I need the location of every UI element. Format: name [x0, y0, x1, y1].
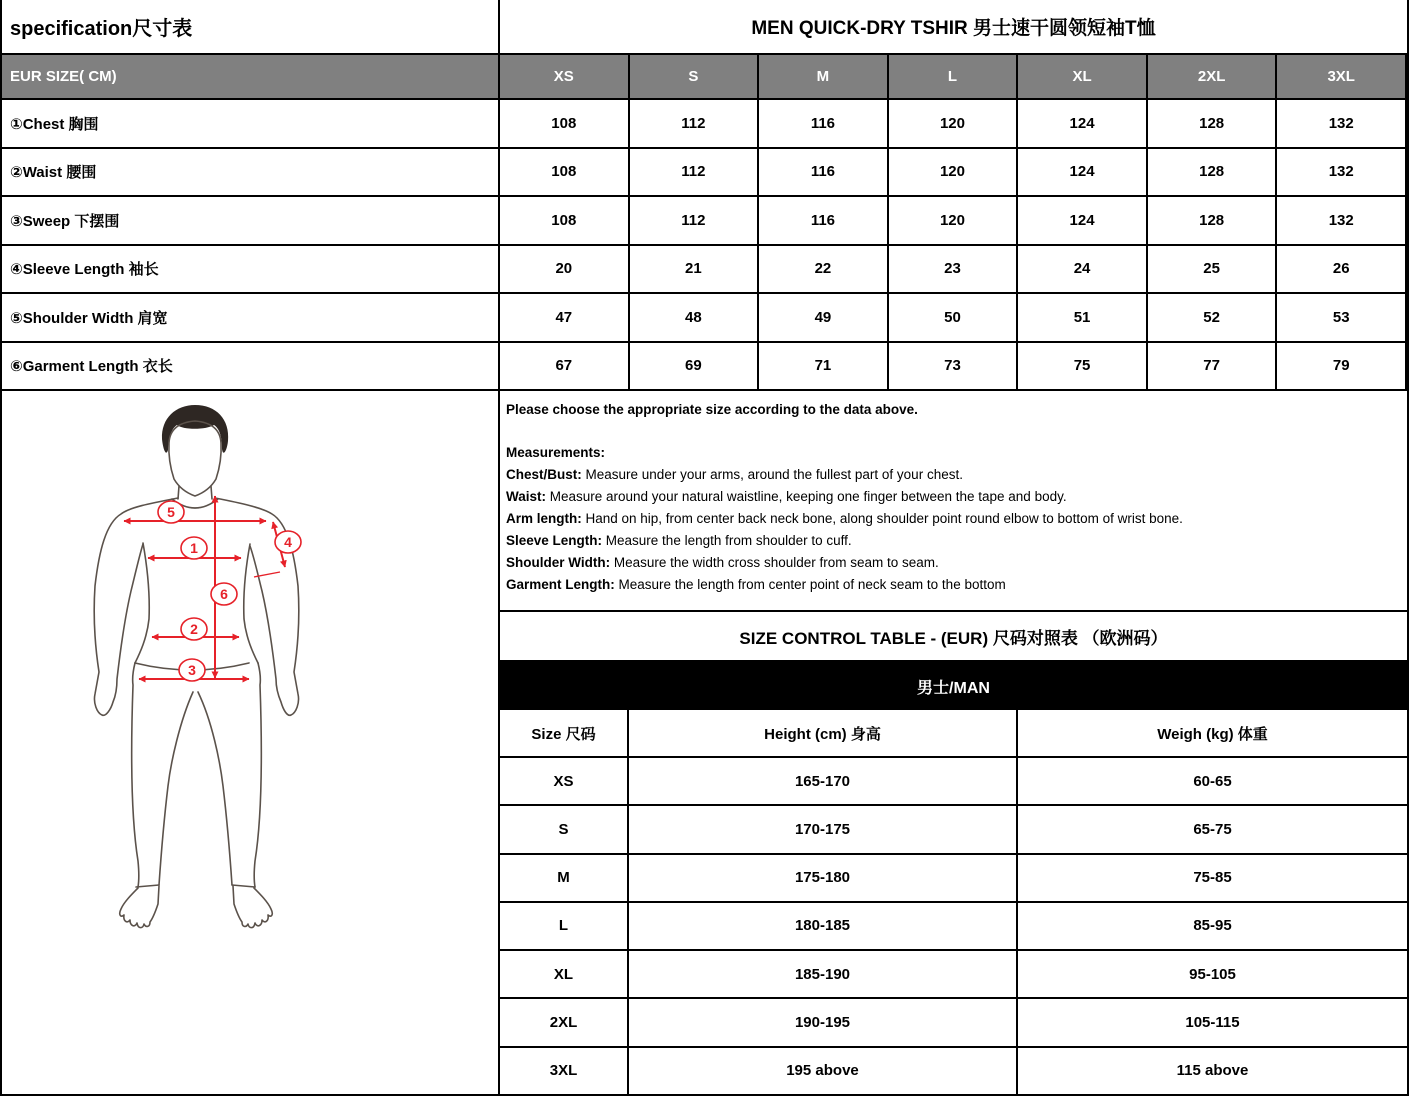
marker-5: 5	[167, 504, 175, 520]
size-control-table	[500, 710, 1407, 1096]
cell-sleeve-l: 23	[889, 246, 1019, 295]
ctl-m-height: 175-180	[629, 855, 1018, 903]
cell-chest-s: 112	[630, 100, 760, 149]
cell-chest-xl: 124	[1018, 100, 1148, 149]
ctl-header-height: Height (cm) 身高	[629, 710, 1018, 758]
cell-waist-3xl: 132	[1277, 149, 1407, 198]
ctl-header-weight: Weigh (kg) 体重	[1018, 710, 1407, 758]
product-title: MEN QUICK-DRY TSHIR 男士速干圆领短袖T恤	[751, 18, 1156, 39]
instruction-line-waist: Waist: Measure around your natural waistline, keeping one finger between the tape and body.	[506, 489, 1067, 504]
eur-size-table	[2, 55, 1407, 391]
cell-sweep-xs: 108	[500, 197, 630, 246]
cell-sleeve-xl: 24	[1018, 246, 1148, 295]
instruction-line-chest: Chest/Bust: Measure under your arms, around the fullest part of your chest.	[506, 467, 963, 482]
spec-title: specification尺寸表	[2, 0, 500, 53]
ctl-l-size: L	[500, 903, 629, 951]
col-header-xs: XS	[500, 55, 630, 100]
cell-shoulder-m: 49	[759, 294, 889, 343]
cell-sweep-s: 112	[630, 197, 760, 246]
cell-shoulder-2xl: 52	[1148, 294, 1278, 343]
cell-chest-l: 120	[889, 100, 1019, 149]
cell-garment-2xl: 77	[1148, 343, 1278, 392]
cell-chest-2xl: 128	[1148, 100, 1278, 149]
ctl-3xl-size: 3XL	[500, 1048, 629, 1096]
cell-garment-s: 69	[630, 343, 760, 392]
cell-waist-xl: 124	[1018, 149, 1148, 198]
marker-4: 4	[284, 534, 292, 550]
ctl-xl-height: 185-190	[629, 951, 1018, 999]
row-label-chest: ①Chest 胸围	[2, 100, 500, 149]
cell-chest-m: 116	[759, 100, 889, 149]
instruction-line-garment: Garment Length: Measure the length from center point of neck seam to the bottom	[506, 577, 1006, 592]
cell-chest-xs: 108	[500, 100, 630, 149]
cell-garment-3xl: 79	[1277, 343, 1407, 392]
ctl-3xl-weight: 115 above	[1018, 1048, 1407, 1096]
instruction-line-sleeve: Sleeve Length: Measure the length from shoulder to cuff.	[506, 533, 852, 548]
measurement-diagram	[2, 391, 498, 1096]
cell-garment-l: 73	[889, 343, 1019, 392]
marker-3: 3	[188, 662, 196, 678]
cell-garment-m: 71	[759, 343, 889, 392]
marker-6: 6	[220, 586, 228, 602]
size-control-title: SIZE CONTROL TABLE - (EUR) 尺码对照表 （欧洲码）	[500, 612, 1407, 662]
ctl-s-height: 170-175	[629, 806, 1018, 854]
col-header-l: L	[889, 55, 1019, 100]
cell-waist-2xl: 128	[1148, 149, 1278, 198]
cell-sleeve-s: 21	[630, 246, 760, 295]
row-label-sweep: ③Sweep 下摆围	[2, 197, 500, 246]
body-measurement-figure	[2, 391, 500, 1096]
cell-sweep-2xl: 128	[1148, 197, 1278, 246]
cell-sweep-m: 116	[759, 197, 889, 246]
cell-shoulder-l: 50	[889, 294, 1019, 343]
col-header-m: M	[759, 55, 889, 100]
instruction-line-shoulder: Shoulder Width: Measure the width cross shoulder from seam to seam.	[506, 555, 939, 570]
cell-shoulder-3xl: 53	[1277, 294, 1407, 343]
ctl-3xl-height: 195 above	[629, 1048, 1018, 1096]
cell-waist-l: 120	[889, 149, 1019, 198]
ctl-xs-weight: 60-65	[1018, 758, 1407, 806]
cell-shoulder-xl: 51	[1018, 294, 1148, 343]
ctl-xs-height: 165-170	[629, 758, 1018, 806]
cell-garment-xl: 75	[1018, 343, 1148, 392]
measurement-markers	[158, 501, 301, 681]
row-label-garment: ⑥Garment Length 衣长	[2, 343, 500, 392]
cell-sleeve-xs: 20	[500, 246, 630, 295]
cell-sleeve-2xl: 25	[1148, 246, 1278, 295]
cell-chest-3xl: 132	[1277, 100, 1407, 149]
cell-shoulder-xs: 47	[500, 294, 630, 343]
ctl-2xl-size: 2XL	[500, 999, 629, 1047]
row-label-sleeve: ④Sleeve Length 袖长	[2, 246, 500, 295]
instructions-section-title: Measurements:	[506, 445, 606, 460]
cell-waist-m: 116	[759, 149, 889, 198]
cell-garment-xs: 67	[500, 343, 630, 392]
col-header-xl: XL	[1018, 55, 1148, 100]
ctl-xl-weight: 95-105	[1018, 951, 1407, 999]
ctl-s-size: S	[500, 806, 629, 854]
ctl-m-size: M	[500, 855, 629, 903]
ctl-header-size: Size 尺码	[500, 710, 629, 758]
ctl-xl-size: XL	[500, 951, 629, 999]
marker-2: 2	[190, 621, 198, 637]
col-header-s: S	[630, 55, 760, 100]
ctl-l-height: 180-185	[629, 903, 1018, 951]
cell-waist-s: 112	[630, 149, 760, 198]
cell-sleeve-m: 22	[759, 246, 889, 295]
col-header-3xl: 3XL	[1277, 55, 1407, 100]
hair-shape	[162, 405, 228, 453]
ctl-s-weight: 65-75	[1018, 806, 1407, 854]
top-header	[2, 0, 1407, 55]
cell-sweep-l: 120	[889, 197, 1019, 246]
marker-1: 1	[190, 540, 198, 556]
bottom-section	[2, 391, 1407, 1096]
ctl-2xl-height: 190-195	[629, 999, 1018, 1047]
measurement-instructions	[500, 391, 1407, 612]
cell-shoulder-s: 48	[630, 294, 760, 343]
cell-sweep-3xl: 132	[1277, 197, 1407, 246]
man-group-header: 男士/MAN	[500, 662, 1407, 710]
ctl-2xl-weight: 105-115	[1018, 999, 1407, 1047]
col-header-2xl: 2XL	[1148, 55, 1278, 100]
ctl-l-weight: 85-95	[1018, 903, 1407, 951]
cell-sleeve-3xl: 26	[1277, 246, 1407, 295]
row-label-waist: ②Waist 腰围	[2, 149, 500, 198]
ctl-xs-size: XS	[500, 758, 629, 806]
cell-waist-xs: 108	[500, 149, 630, 198]
cell-sweep-xl: 124	[1018, 197, 1148, 246]
corner-header: EUR SIZE( CM)	[2, 55, 500, 100]
right-column	[500, 391, 1407, 1096]
instructions-intro: Please choose the appropriate size according to the data above.	[506, 402, 918, 417]
row-label-shoulder: ⑤Shoulder Width 肩宽	[2, 294, 500, 343]
ctl-m-weight: 75-85	[1018, 855, 1407, 903]
instruction-line-arm: Arm length: Hand on hip, from center back neck bone, along shoulder point round elbow to bottom of wrist bone.	[506, 511, 1183, 526]
